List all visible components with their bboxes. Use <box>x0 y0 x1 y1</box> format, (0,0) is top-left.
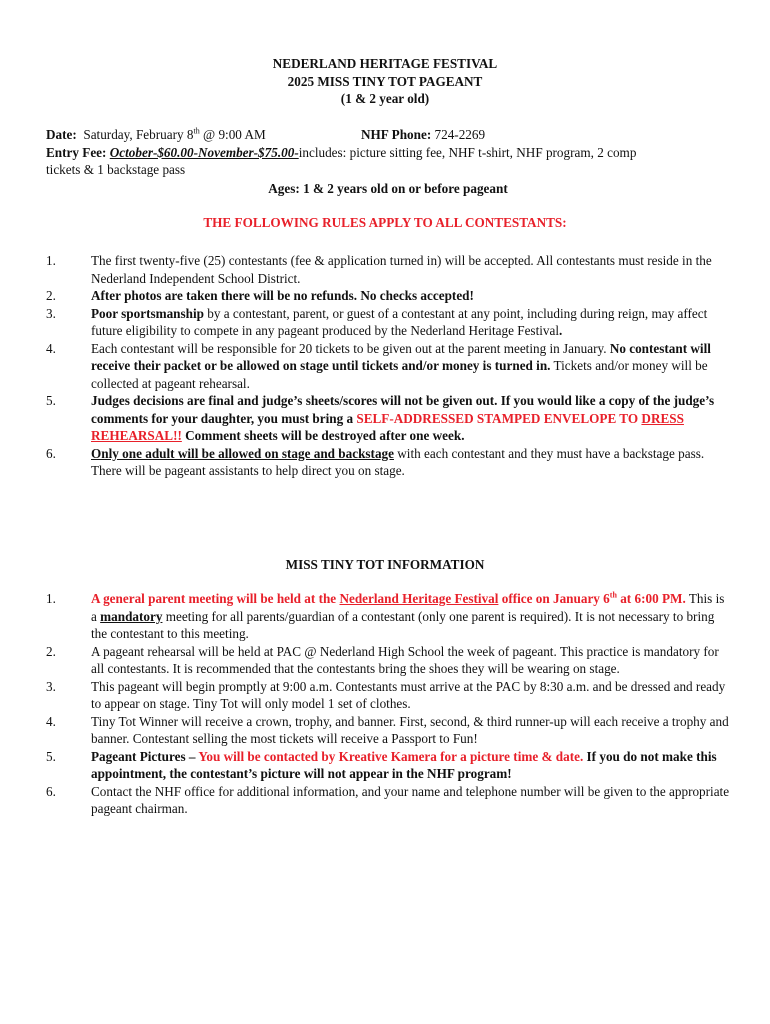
age-subtitle: (1 & 2 year old) <box>340 91 430 106</box>
phone-value: 724-2269 <box>434 127 486 142</box>
list-item: 6. Contact the NHF office for additional information, and your name and telephone number will be given to the appropriate pageant chairman. <box>46 783 730 816</box>
info-list <box>46 590 730 818</box>
list-item: 4. Tiny Tot Winner will receive a crown, trophy, and banner. First, second, & third runner-up will each receive a trophy and banner. Contestant selling the most tickets will receive a Passport to Fun! <box>46 713 729 746</box>
date-line <box>46 126 730 144</box>
phone <box>361 126 485 144</box>
festival-title: NEDERLAND HERITAGE FESTIVAL <box>272 56 498 71</box>
list-item: 2. After photos are taken there will be no refunds. No checks accepted! <box>46 288 474 303</box>
rules-heading: THE FOLLOWING RULES APPLY TO ALL CONTESTANTS: <box>203 215 567 230</box>
list-item: 5. Judges decisions are final and judge’s sheets/scores will not be given out. If you would like a copy of the judge’s comments for your daughter, you must bring a SELF-ADDRESSED STAMPED ENVELOPE TO DRESS REHEARSAL!! Comment sheets will be destroyed after one week. <box>46 393 715 443</box>
list-item: 3. Poor sportsmanship by a contestant, parent, or guest of a contestant at any point, including during reign, may affect future eligibility to compete in any pageant produced by the Nederland Heritage Festival. <box>46 305 708 338</box>
list-item: 1. A general parent meeting will be held at the Nederland Heritage Festival office on January 6th at 6:00 PM. This is a mandatory meeting for all parents/guardian of a contestant (only one parent is required). It is not necessary to bring the contestant to this meeting. <box>46 590 725 641</box>
event-info <box>46 126 730 197</box>
date-label: Date: <box>46 127 77 142</box>
list-item: 4. Each contestant will be responsible for 20 tickets to be given out at the parent meeting in January. No contestant will receive their packet or be allowed on stage until tickets and/or money is turned in. Tickets and/or money will be collected at pageant rehearsal. <box>46 340 711 391</box>
fee-includes-cont: tickets & 1 backstage pass <box>46 162 186 177</box>
fee-label: Entry Fee <box>46 144 103 160</box>
info-heading: MISS TINY TOT INFORMATION <box>285 557 485 572</box>
date-value: Saturday, February 8th @ 9:00 AM <box>83 126 266 142</box>
fee-includes: includes: picture sitting fee, NHF t-shirt, NHF program, 2 comp <box>298 144 637 160</box>
phone-label: NHF Phone: <box>361 127 432 142</box>
title-block <box>0 55 770 108</box>
rules-list <box>46 252 730 480</box>
list-item: 6. Only one adult will be allowed on stage and backstage with each contestant and they must have a backstage pass. There will be pageant assistants to help direct you on stage. <box>46 445 705 478</box>
pageant-title: 2025 MISS TINY TOT PAGEANT <box>287 73 483 89</box>
list-item: 5. Pageant Pictures – You will be contacted by Kreative Kamera for a picture time & date. If you do not make this appointment, the contestant’s picture will not appear in the NHF program! <box>46 748 717 781</box>
ages-line: Ages: 1 & 2 years old on or before pageant <box>268 180 508 196</box>
entry-fee-line: Entry Fee: October-$60.00-November-$75.00-includes: picture sitting fee, NHF t-shirt, NHF program, 2 comp <box>46 144 637 160</box>
list-item: 2. A pageant rehearsal will be held at PAC @ Nederland High School the week of pageant. This practice is mandatory for all contestants. It is recommended that the contestants bring the shoes they will be wearing on stage. <box>46 643 719 676</box>
list-item: 3. This pageant will begin promptly at 9:00 a.m. Contestants must arrive at the PAC by 8:30 a.m. and be dressed and ready to appear on stage. Tiny Tot will only model 1 set of clothes. <box>46 678 726 711</box>
list-item: 1. The first twenty-five (25) contestants (fee & application turned in) will be accepted. All contestants must reside in the Nederland Independent School District. <box>46 253 712 286</box>
fee-value: October-$60.00-November-$75.00- <box>109 144 299 160</box>
